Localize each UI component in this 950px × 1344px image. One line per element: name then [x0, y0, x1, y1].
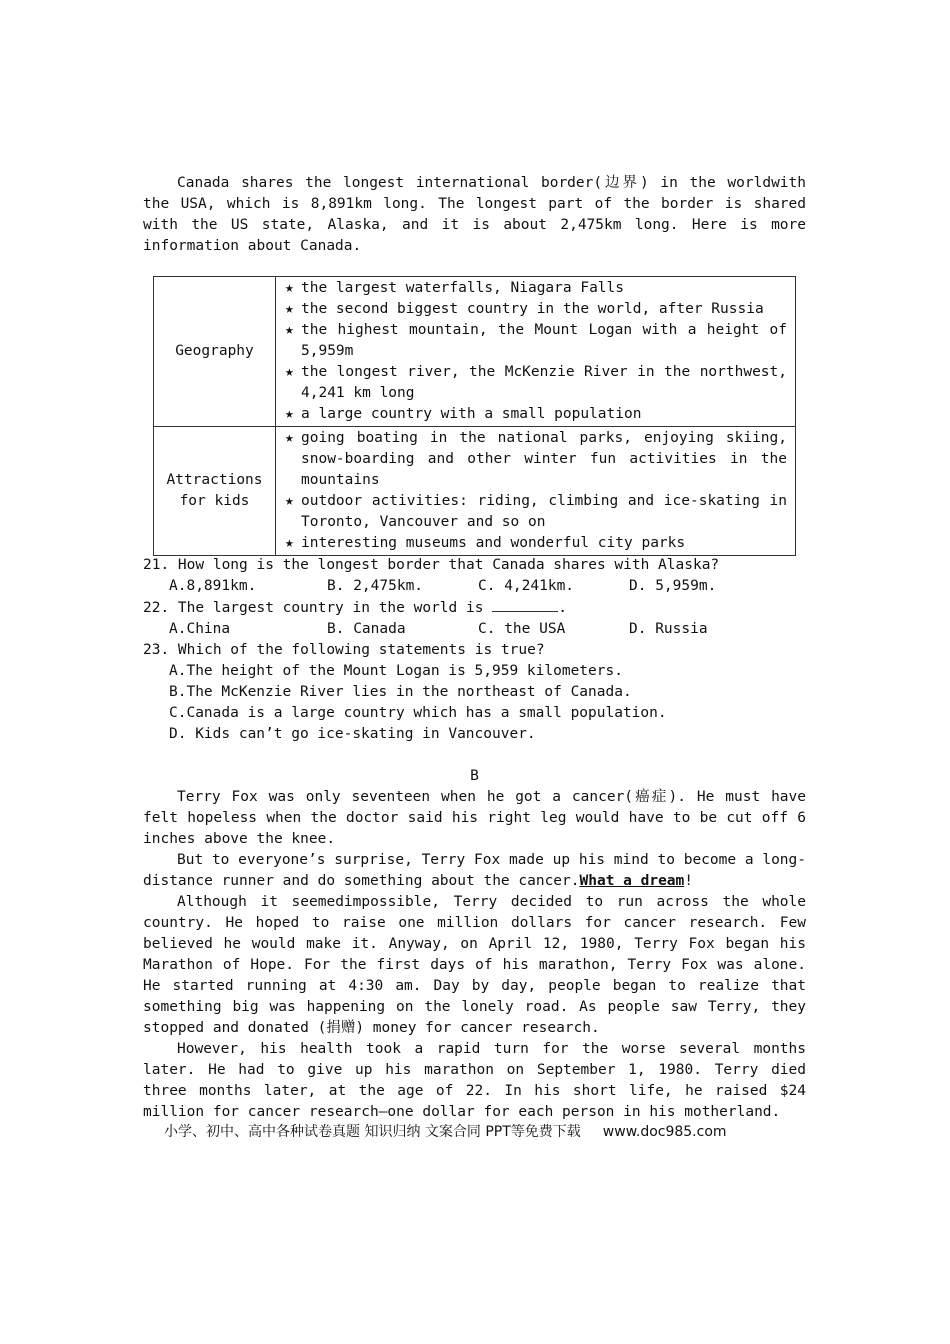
- question-21-options: [143, 576, 806, 597]
- option-b: B. Canada: [327, 621, 406, 637]
- attractions-label: Attractions for kids: [154, 427, 276, 556]
- option-b: B.The McKenzie River lies in the northeast of Canada.: [169, 684, 632, 700]
- list-item: ★ the longest river, the McKenzie River in the northwest, 4,241 km long: [285, 364, 787, 401]
- star-icon: ★: [285, 406, 294, 422]
- option-a: A.The height of the Mount Logan is 5,959 kilometers.: [169, 663, 623, 679]
- star-icon: ★: [285, 280, 294, 296]
- footer-banner: [164, 1122, 727, 1142]
- passage-b-paragraph-1: Terry Fox was only seventeen when he got a cancer(癌症). He must have felt hopeless when the doctor said his right leg would have to be cut off 6 inches above the knee.: [143, 789, 806, 847]
- passage-b-paragraph-4: However, his health took a rapid turn for the worse several months later. He had to give up his marathon on September 1, 1980. Terry died three months later, at the age of 22. In his short life, he raised $24 million for cancer research—one dollar for each person in his motherland.: [143, 1041, 806, 1120]
- star-icon: ★: [285, 430, 294, 446]
- intro-paragraph: Canada shares the longest international border(边界) in the worldwith the USA, which is 8,891km long. The longest part of the border is shared with the US state, Alaska, and it is about 2,475km long. Here is more information about Canada.: [143, 175, 806, 254]
- option-d: D. Russia: [629, 621, 708, 637]
- passage-b-paragraph-3: Although it seemedimpossible, Terry decided to run across the whole country. He hoped to raise one million dollars for cancer research. Few believed he would make it. Anyway, on April 12, 1980, Terry Fox began his Marathon of Hope. For the first days of his marathon, Terry Fox was alone. He started running at 4:30 am. Day by day, people began to realize that something big was happening on the lonely road. As people saw Terry, they stopped and donated (捐赠) money for cancer research.: [143, 894, 806, 1036]
- list-item: ★ outdoor activities: riding, climbing and ice-skating in Toronto, Vancouver and so on: [285, 493, 787, 530]
- option-c: C. 4,241km.: [478, 578, 575, 594]
- star-icon: ★: [285, 535, 294, 551]
- list-item: ★ interesting museums and wonderful city parks: [285, 533, 787, 554]
- geography-row: [154, 277, 796, 427]
- list-item: ★ going boating in the national parks, enjoying skiing, snow-boarding and other winter fun activities in the mountains: [285, 430, 787, 488]
- section-b-heading: B: [470, 768, 479, 784]
- option-c: C. the USA: [478, 621, 566, 637]
- option-c: C.Canada is a large country which has a small population.: [169, 705, 667, 721]
- passage-b: [143, 787, 806, 1123]
- canada-info-table: [153, 276, 796, 556]
- answer-blank: [492, 597, 558, 612]
- list-item: ★ the second biggest country in the world, after Russia: [285, 299, 787, 320]
- option-b: B. 2,475km.: [327, 578, 424, 594]
- intro-passage: [143, 173, 806, 257]
- list-item: ★ the largest waterfalls, Niagara Falls: [285, 278, 787, 299]
- questions-section: [143, 555, 806, 745]
- option-a: A.8,891km.: [169, 578, 257, 594]
- option-d: D. 5,959m.: [629, 578, 717, 594]
- question-22-options: [143, 619, 806, 640]
- star-icon: ★: [285, 301, 294, 317]
- geography-items: [276, 277, 796, 427]
- attractions-items: [276, 427, 796, 556]
- star-icon: ★: [285, 322, 294, 338]
- star-icon: ★: [285, 493, 294, 509]
- option-a: A.China: [169, 621, 231, 637]
- passage-b-paragraph-2: But to everyone’s surprise, Terry Fox made up his mind to become a long-distance runner and do something about the cancer.What a dream!: [143, 852, 806, 889]
- star-icon: ★: [285, 364, 294, 380]
- question-23-stem: 23. Which of the following statements is true?: [143, 642, 545, 658]
- geography-label: Geography: [154, 277, 276, 427]
- attractions-row: [154, 427, 796, 556]
- underlined-phrase: What a dream: [579, 873, 685, 889]
- option-d: D. Kids can’t go ice-skating in Vancouver.: [169, 726, 536, 742]
- list-item: ★ a large country with a small population: [285, 404, 787, 425]
- footer-url[interactable]: www.doc985.com: [602, 1124, 727, 1140]
- question-22-stem: 22. The largest country in the world is .: [143, 597, 806, 619]
- list-item: ★ the highest mountain, the Mount Logan with a height of 5,959m: [285, 322, 787, 359]
- question-21-stem: 21. How long is the longest border that Canada shares with Alaska?: [143, 557, 720, 573]
- footer-text: 小学、初中、高中各种试卷真题 知识归纳 文案合同 PPT等免费下载: [164, 1124, 581, 1140]
